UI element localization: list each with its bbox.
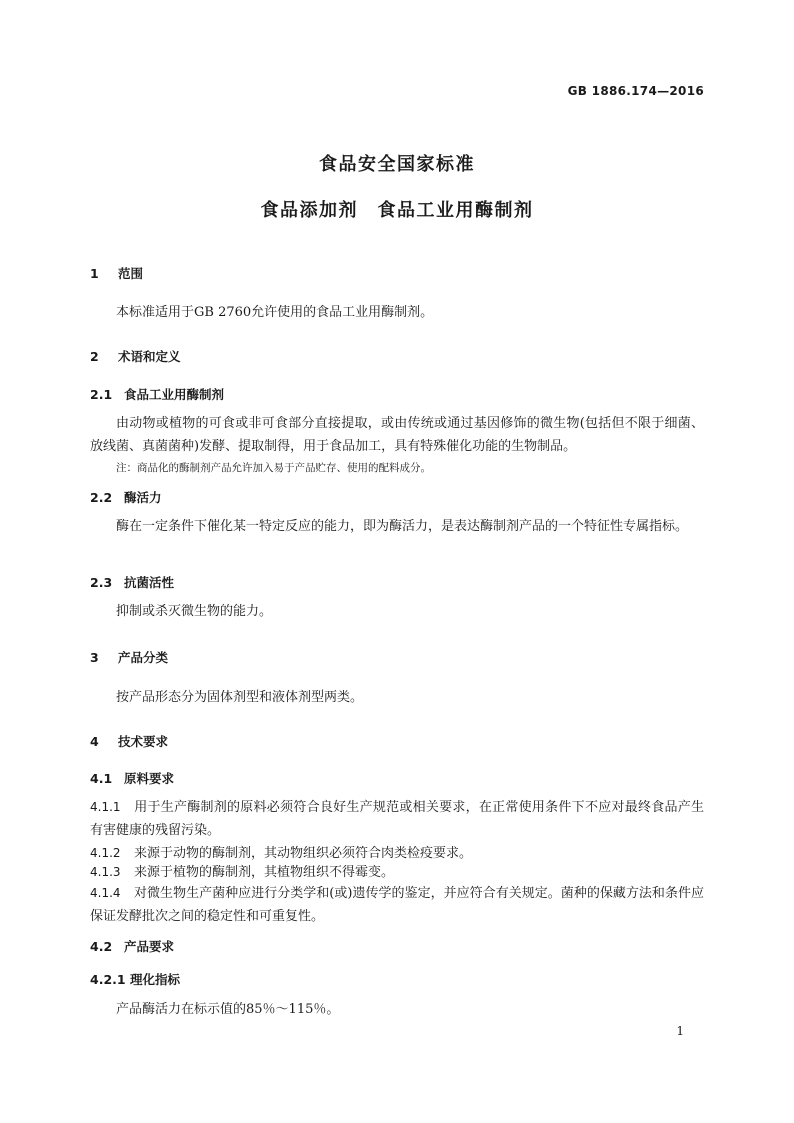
section-4-1-heading <box>90 769 174 787</box>
section-4-2-1-heading <box>90 970 180 988</box>
section-number: 4 <box>90 734 99 749</box>
section-2-2-heading <box>90 488 162 506</box>
clause-number: 4.1.4 <box>90 886 121 900</box>
section-number: 4.2.1 <box>90 972 126 987</box>
clause-number: 4.1.1 <box>90 800 121 814</box>
clause-text: 来源于植物的酶制剂，其植物组织不得霉变。 <box>134 865 395 880</box>
section-title: 术语和定义 <box>118 349 181 364</box>
clause-text: 用于生产酶制剂的原料必须符合良好生产规范或相关要求，在正常使用条件下不应对最终食品产生有害健康的残留污染。 <box>90 800 704 838</box>
section-number: 2 <box>90 349 99 364</box>
page-number: 1 <box>676 1024 684 1038</box>
section-title: 抗菌活性 <box>124 575 175 590</box>
section-2-2-paragraph: 酶在一定条件下催化某一特定反应的能力，即为酶活力，是表达酶制剂产品的一个特征性专属指标。 <box>116 519 689 534</box>
section-2-heading <box>90 347 181 365</box>
section-2-1-paragraph: 由动物或植物的可食或非可食部分直接提取，或由传统或通过基因修饰的微生物(包括但不限于细菌、放线菌、真菌菌种)发酵、提取制得，用于食品加工，具有特殊催化功能的生物制品。 <box>90 416 704 454</box>
section-title: 理化指标 <box>130 972 181 987</box>
section-2-1-heading <box>90 385 224 403</box>
section-number: 3 <box>90 650 99 665</box>
section-title: 产品要求 <box>124 939 175 954</box>
section-number: 2.1 <box>90 387 113 402</box>
section-4-2-1-paragraph: 产品酶活力在标示值的85％～115％。 <box>116 1002 340 1017</box>
section-number: 4.1 <box>90 771 113 786</box>
section-1-heading <box>90 264 143 282</box>
section-title: 范围 <box>118 266 144 281</box>
section-3-heading <box>90 648 168 666</box>
clause-number: 4.1.2 <box>90 846 121 860</box>
section-title: 产品分类 <box>118 650 169 665</box>
clause-text: 对微生物生产菌种应进行分类学和(或)遗传学的鉴定，并应符合有关规定。菌种的保藏方法和条件应保证发酵批次之间的稳定性和可重复性。 <box>90 886 704 924</box>
section-number: 2.2 <box>90 490 113 505</box>
section-title: 原料要求 <box>124 771 175 786</box>
section-4-2-heading <box>90 937 174 955</box>
section-2-1-note: 注：商品化的酶制剂产品允许加入易于产品贮存、使用的配料成分。 <box>116 462 431 474</box>
section-2-3-paragraph: 抑制或杀灭微生物的能力。 <box>116 604 273 619</box>
clause-4-1-4 <box>90 882 704 928</box>
clause-4-1-3 <box>90 861 704 884</box>
section-title: 酶活力 <box>124 490 162 505</box>
section-number: 2.3 <box>90 575 113 590</box>
clause-text: 来源于动物的酶制剂，其动物组织必须符合肉类检疫要求。 <box>134 846 473 861</box>
document-title: 食品安全国家标准 <box>319 154 475 175</box>
section-number: 4.2 <box>90 939 113 954</box>
clause-4-1-1 <box>90 796 704 842</box>
clause-number: 4.1.3 <box>90 865 121 879</box>
section-3-paragraph: 按产品形态分为固体剂型和液体剂型两类。 <box>116 690 364 705</box>
section-title: 技术要求 <box>118 734 169 749</box>
document-subtitle: 食品添加剂 食品工业用酶制剂 <box>260 200 534 221</box>
section-2-3-heading <box>90 573 174 591</box>
standard-code: GB 1886.174—2016 <box>567 84 704 98</box>
section-4-heading <box>90 732 168 750</box>
section-title: 食品工业用酶制剂 <box>124 387 225 402</box>
section-number: 1 <box>90 266 99 281</box>
section-1-paragraph: 本标准适用于GB 2760允许使用的食品工业用酶制剂。 <box>116 305 434 320</box>
